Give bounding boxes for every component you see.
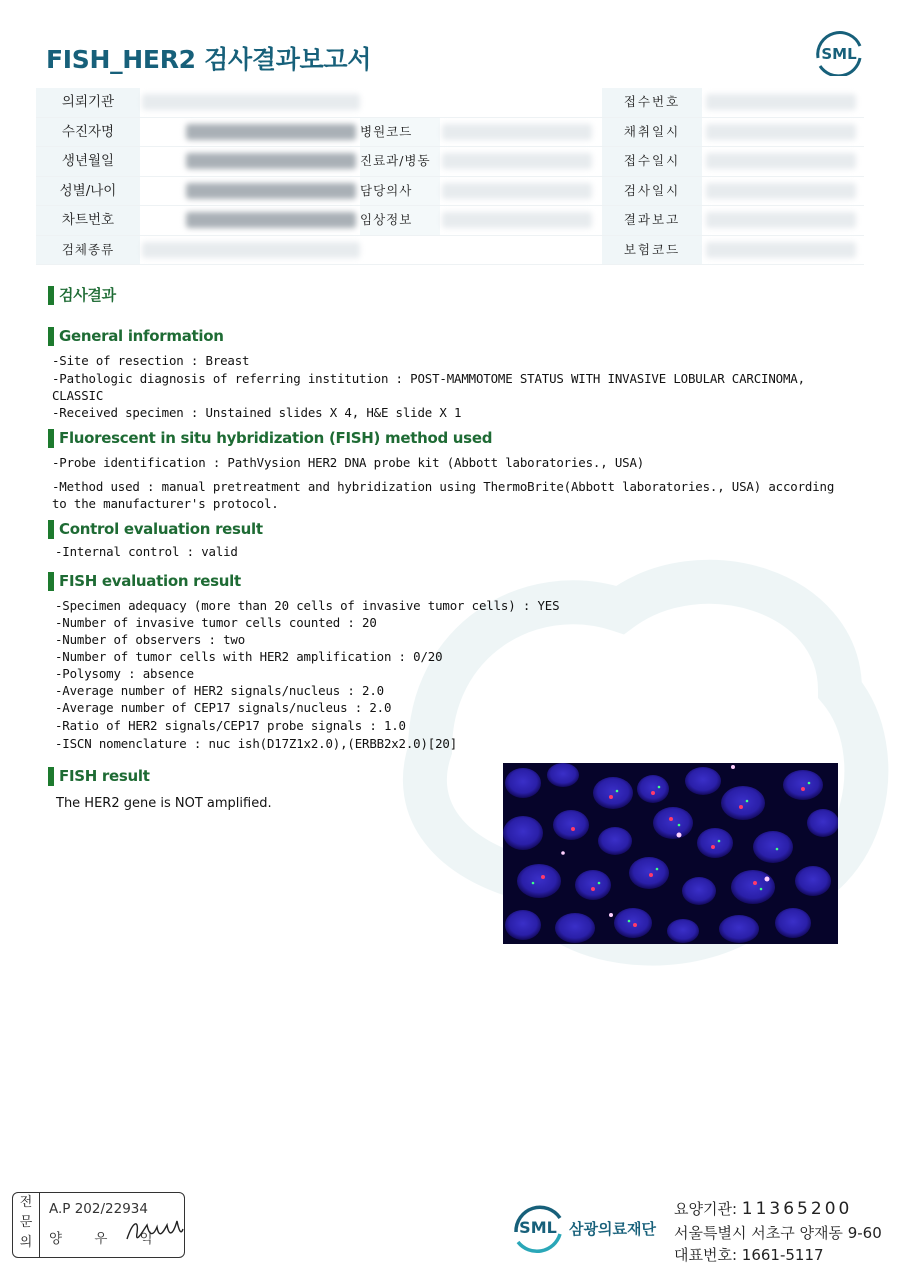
fish-result-text: The HER2 gene is NOT amplified. xyxy=(56,796,272,811)
evaluation-line: -Specimen adequacy (more than 20 cells of invasive tumor cells) : YES xyxy=(55,598,560,613)
label-hospital-code: 병원코드 xyxy=(360,118,440,147)
redacted-value xyxy=(706,94,856,110)
evaluation-line: -Ratio of HER2 signals/CEP17 probe signals : 1.0 xyxy=(55,718,406,733)
care-code-value: 11365200 xyxy=(741,1199,853,1219)
label-collection-date: 채취일시 xyxy=(602,118,702,147)
label-insurance-code: 보험코드 xyxy=(602,236,702,265)
redacted-value xyxy=(706,183,856,199)
redacted-value xyxy=(706,124,856,140)
stamp-side-char: 문 xyxy=(19,1215,33,1230)
redacted-value xyxy=(186,153,356,169)
redacted-value xyxy=(186,212,356,228)
redacted-value xyxy=(442,124,592,140)
label-receipt-number: 접수번호 xyxy=(602,88,702,117)
stamp-side-char: 의 xyxy=(19,1235,33,1250)
redacted-value xyxy=(442,183,592,199)
evaluation-line: -Number of tumor cells with HER2 amplification : 0/20 xyxy=(55,649,443,664)
table-row xyxy=(36,118,864,148)
table-row xyxy=(36,147,864,177)
label-department: 진료과/병동 xyxy=(360,147,440,176)
redacted-value xyxy=(442,153,592,169)
label-sex-age: 성별/나이 xyxy=(36,177,140,206)
organization-name: 삼광의료재단 xyxy=(569,1220,656,1238)
fish-method-line: -Probe identification : PathVysion HER2 DNA probe kit (Abbott laboratories., USA) xyxy=(52,455,645,470)
general-info-line: -Pathologic diagnosis of referring institution : POST-MAMMOTOME STATUS WITH INVASIVE LOBULAR CARCINOMA, CLASSIC xyxy=(52,371,805,403)
sml-logo xyxy=(812,28,866,76)
care-code-label: 요양기관: xyxy=(674,1200,738,1218)
sml-logo-text: SML xyxy=(821,45,857,63)
license-number: A.P 202/22934 xyxy=(49,1201,148,1217)
table-row xyxy=(36,236,864,266)
fish-result-heading: FISH result xyxy=(48,767,150,786)
care-code xyxy=(674,1198,852,1219)
label-result-report: 결과보고 xyxy=(602,206,702,235)
control-heading: Control evaluation result xyxy=(48,520,263,539)
phone-label: 대표번호: xyxy=(674,1246,738,1264)
label-attending-doctor: 담당의사 xyxy=(360,177,440,206)
evaluation-line: -Number of invasive tumor cells counted : 20 xyxy=(55,615,377,630)
page-title: FISH_HER2 검사결과보고서 xyxy=(46,45,372,74)
evaluation-line: -Polysomy : absence xyxy=(55,666,194,681)
fish-evaluation-heading: FISH evaluation result xyxy=(48,572,241,591)
label-birth-date: 생년월일 xyxy=(36,147,140,176)
general-info-line: -Received specimen : Unstained slides X 4, H&E slide X 1 xyxy=(52,405,462,420)
fish-microscopy-image xyxy=(503,763,838,944)
evaluation-line: -Average number of HER2 signals/nucleus : 2.0 xyxy=(55,683,384,698)
redacted-value xyxy=(186,183,356,199)
fish-method-line: -Method used : manual pretreatment and hybridization using ThermoBrite(Abbott laboratories., USA) according to the manufacturer's protocol. xyxy=(52,479,835,511)
control-line: -Internal control : valid xyxy=(55,544,238,559)
evaluation-line: -Number of observers : two xyxy=(55,632,246,647)
results-heading: 검사결과 xyxy=(48,286,116,305)
sml-footer-logo-text: SML xyxy=(519,1218,557,1237)
evaluation-line: -ISCN nomenclature : nuc ish(D17Z1x2.0),(ERBB2x2.0)[20] xyxy=(55,736,458,751)
signature xyxy=(123,1211,185,1251)
stamp-side-char: 전 xyxy=(19,1195,33,1210)
redacted-value xyxy=(706,212,856,228)
label-clinical-info: 임상정보 xyxy=(360,206,440,235)
general-info-line: -Site of resection : Breast xyxy=(52,353,250,368)
stamp-side-label xyxy=(13,1193,40,1257)
redacted-value xyxy=(706,153,856,169)
redacted-value xyxy=(142,242,360,258)
evaluation-line: -Average number of CEP17 signals/nucleus : 2.0 xyxy=(55,700,392,715)
label-chart-number: 차트번호 xyxy=(36,206,140,235)
redacted-value xyxy=(706,242,856,258)
address: 서울특별시 서초구 양재동 9-60 xyxy=(674,1224,882,1242)
label-receipt-date: 접수일시 xyxy=(602,147,702,176)
label-referring-institution: 의뢰기관 xyxy=(36,88,140,117)
fish-method-heading: Fluorescent in situ hybridization (FISH) method used xyxy=(48,429,492,448)
specialist-name: 양 우 익 xyxy=(49,1231,167,1247)
table-row xyxy=(36,177,864,207)
general-info-heading: General information xyxy=(48,327,224,346)
redacted-value xyxy=(142,94,360,110)
phone-value: 1661-5117 xyxy=(741,1246,824,1264)
label-patient-name: 수진자명 xyxy=(36,118,140,147)
label-test-date: 검사일시 xyxy=(602,177,702,206)
redacted-value xyxy=(442,212,592,228)
table-row xyxy=(36,88,864,118)
label-specimen-type: 검체종류 xyxy=(36,236,140,265)
sml-footer-logo xyxy=(510,1198,566,1256)
specialist-stamp xyxy=(12,1192,185,1258)
phone xyxy=(674,1244,824,1265)
table-row xyxy=(36,206,864,236)
patient-info-table xyxy=(36,88,864,265)
redacted-value xyxy=(186,124,356,140)
